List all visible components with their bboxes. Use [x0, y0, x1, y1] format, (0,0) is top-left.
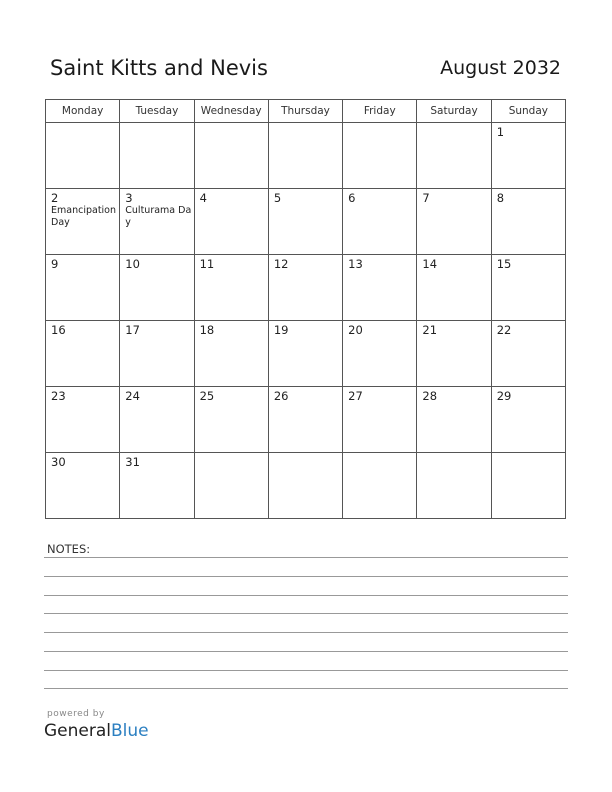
day-number: [46, 123, 119, 125]
notes-line: [44, 688, 568, 689]
calendar-day-cell: [343, 453, 417, 519]
day-number: 3: [125, 191, 133, 205]
weekday-thursday: Thursday: [268, 100, 342, 123]
brand-blue-text: Blue: [111, 721, 149, 741]
day-number: 2: [51, 191, 59, 205]
day-number: [417, 453, 490, 455]
calendar-day-cell: [268, 255, 342, 321]
weekday-saturday: Saturday: [417, 100, 491, 123]
day-number: 5: [273, 191, 282, 205]
day-number: 22: [496, 323, 512, 337]
calendar-day-cell: [120, 255, 194, 321]
calendar-day-cell: [120, 453, 194, 519]
weekday-sunday: Sunday: [491, 100, 565, 123]
day-number: 27: [348, 389, 363, 403]
day-number: 18: [199, 323, 215, 337]
calendar-day-cell: [46, 255, 120, 321]
calendar-day-cell: [268, 189, 342, 255]
weekday-header-row: [46, 100, 566, 123]
calendar-day-cell: [194, 189, 268, 255]
weekday-monday: Monday: [46, 100, 120, 123]
calendar-day-cell: [194, 255, 268, 321]
holiday-label: Culturama Day: [125, 205, 192, 228]
calendar-week-row: [46, 321, 566, 387]
day-number: [417, 123, 490, 125]
day-number: 10: [125, 257, 140, 271]
calendar-day-cell: [46, 321, 120, 387]
day-number: 15: [496, 257, 512, 271]
calendar-day-cell: [491, 321, 565, 387]
calendar-day-cell: [268, 321, 342, 387]
calendar-month-title: August 2032: [440, 57, 561, 79]
day-number: 6: [348, 191, 356, 205]
day-number: 16: [51, 323, 66, 337]
day-number: 23: [51, 389, 66, 403]
day-number: [269, 453, 342, 455]
calendar-day-cell: [120, 387, 194, 453]
day-number: 12: [273, 257, 289, 271]
holiday-label: Emancipation Day: [51, 205, 117, 228]
calendar-week-row: [46, 387, 566, 453]
powered-by-text: powered by: [47, 709, 105, 719]
day-number: 21: [422, 323, 438, 337]
calendar-day-cell: [120, 189, 194, 255]
day-number: 7: [422, 191, 430, 205]
day-number: 30: [51, 455, 66, 469]
day-number: 14: [422, 257, 438, 271]
calendar-day-cell: [491, 189, 565, 255]
calendar-day-cell: [268, 123, 342, 189]
calendar-day-cell: [417, 189, 491, 255]
weekday-wednesday: Wednesday: [194, 100, 268, 123]
day-number: 4: [199, 191, 207, 205]
day-number: [343, 453, 416, 455]
calendar-country-title: Saint Kitts and Nevis: [50, 56, 268, 80]
calendar-day-cell: [417, 387, 491, 453]
day-number: 17: [125, 323, 140, 337]
notes-line: [44, 613, 568, 614]
notes-line: [44, 595, 568, 596]
calendar-day-cell: [343, 189, 417, 255]
notes-line: [44, 632, 568, 633]
generalblue-logo: [44, 721, 149, 741]
weekday-friday: Friday: [343, 100, 417, 123]
calendar-day-cell: [491, 387, 565, 453]
calendar-week-row: [46, 453, 566, 519]
day-number: 28: [422, 389, 438, 403]
day-number: [269, 123, 342, 125]
calendar-day-cell: [194, 453, 268, 519]
calendar-day-cell: [194, 321, 268, 387]
calendar-day-cell: [46, 123, 120, 189]
day-number: 20: [348, 323, 363, 337]
calendar-day-cell: [491, 255, 565, 321]
calendar-day-cell: [46, 453, 120, 519]
calendar-day-cell: [194, 387, 268, 453]
day-number: 1: [496, 125, 505, 139]
calendar-day-cell: [268, 453, 342, 519]
day-number: [195, 453, 268, 455]
weekday-tuesday: Tuesday: [120, 100, 194, 123]
brand-general-text: General: [44, 721, 111, 741]
notes-label: NOTES:: [47, 542, 91, 556]
calendar-day-cell: [417, 123, 491, 189]
day-number: 31: [125, 455, 140, 469]
day-number: 11: [199, 257, 215, 271]
calendar-week-row: [46, 123, 566, 189]
day-number: 8: [496, 191, 505, 205]
calendar-day-cell: [194, 123, 268, 189]
calendar-day-cell: [417, 321, 491, 387]
calendar-day-cell: [491, 123, 565, 189]
calendar-day-cell: [417, 453, 491, 519]
day-number: 9: [51, 257, 59, 271]
calendar-day-cell: [120, 321, 194, 387]
day-number: 25: [199, 389, 215, 403]
calendar-week-row: [46, 189, 566, 255]
calendar-day-cell: [46, 189, 120, 255]
calendar-day-cell: [343, 321, 417, 387]
day-number: [120, 123, 193, 125]
calendar-day-cell: [343, 387, 417, 453]
notes-line: [44, 670, 568, 671]
calendar-day-cell: [343, 255, 417, 321]
calendar-day-cell: [120, 123, 194, 189]
calendar-week-row: [46, 255, 566, 321]
notes-line: [44, 576, 568, 577]
notes-line: [44, 651, 568, 652]
calendar-day-cell: [417, 255, 491, 321]
day-number: [195, 123, 268, 125]
day-number: 24: [125, 389, 140, 403]
calendar-day-cell: [343, 123, 417, 189]
day-number: 29: [496, 389, 512, 403]
day-number: 13: [348, 257, 363, 271]
calendar-grid: [45, 99, 566, 519]
day-number: [492, 453, 565, 455]
day-number: [343, 123, 416, 125]
day-number: 19: [273, 323, 289, 337]
notes-line: [44, 557, 568, 558]
calendar-day-cell: [491, 453, 565, 519]
calendar-day-cell: [46, 387, 120, 453]
day-number: 26: [273, 389, 289, 403]
calendar-day-cell: [268, 387, 342, 453]
